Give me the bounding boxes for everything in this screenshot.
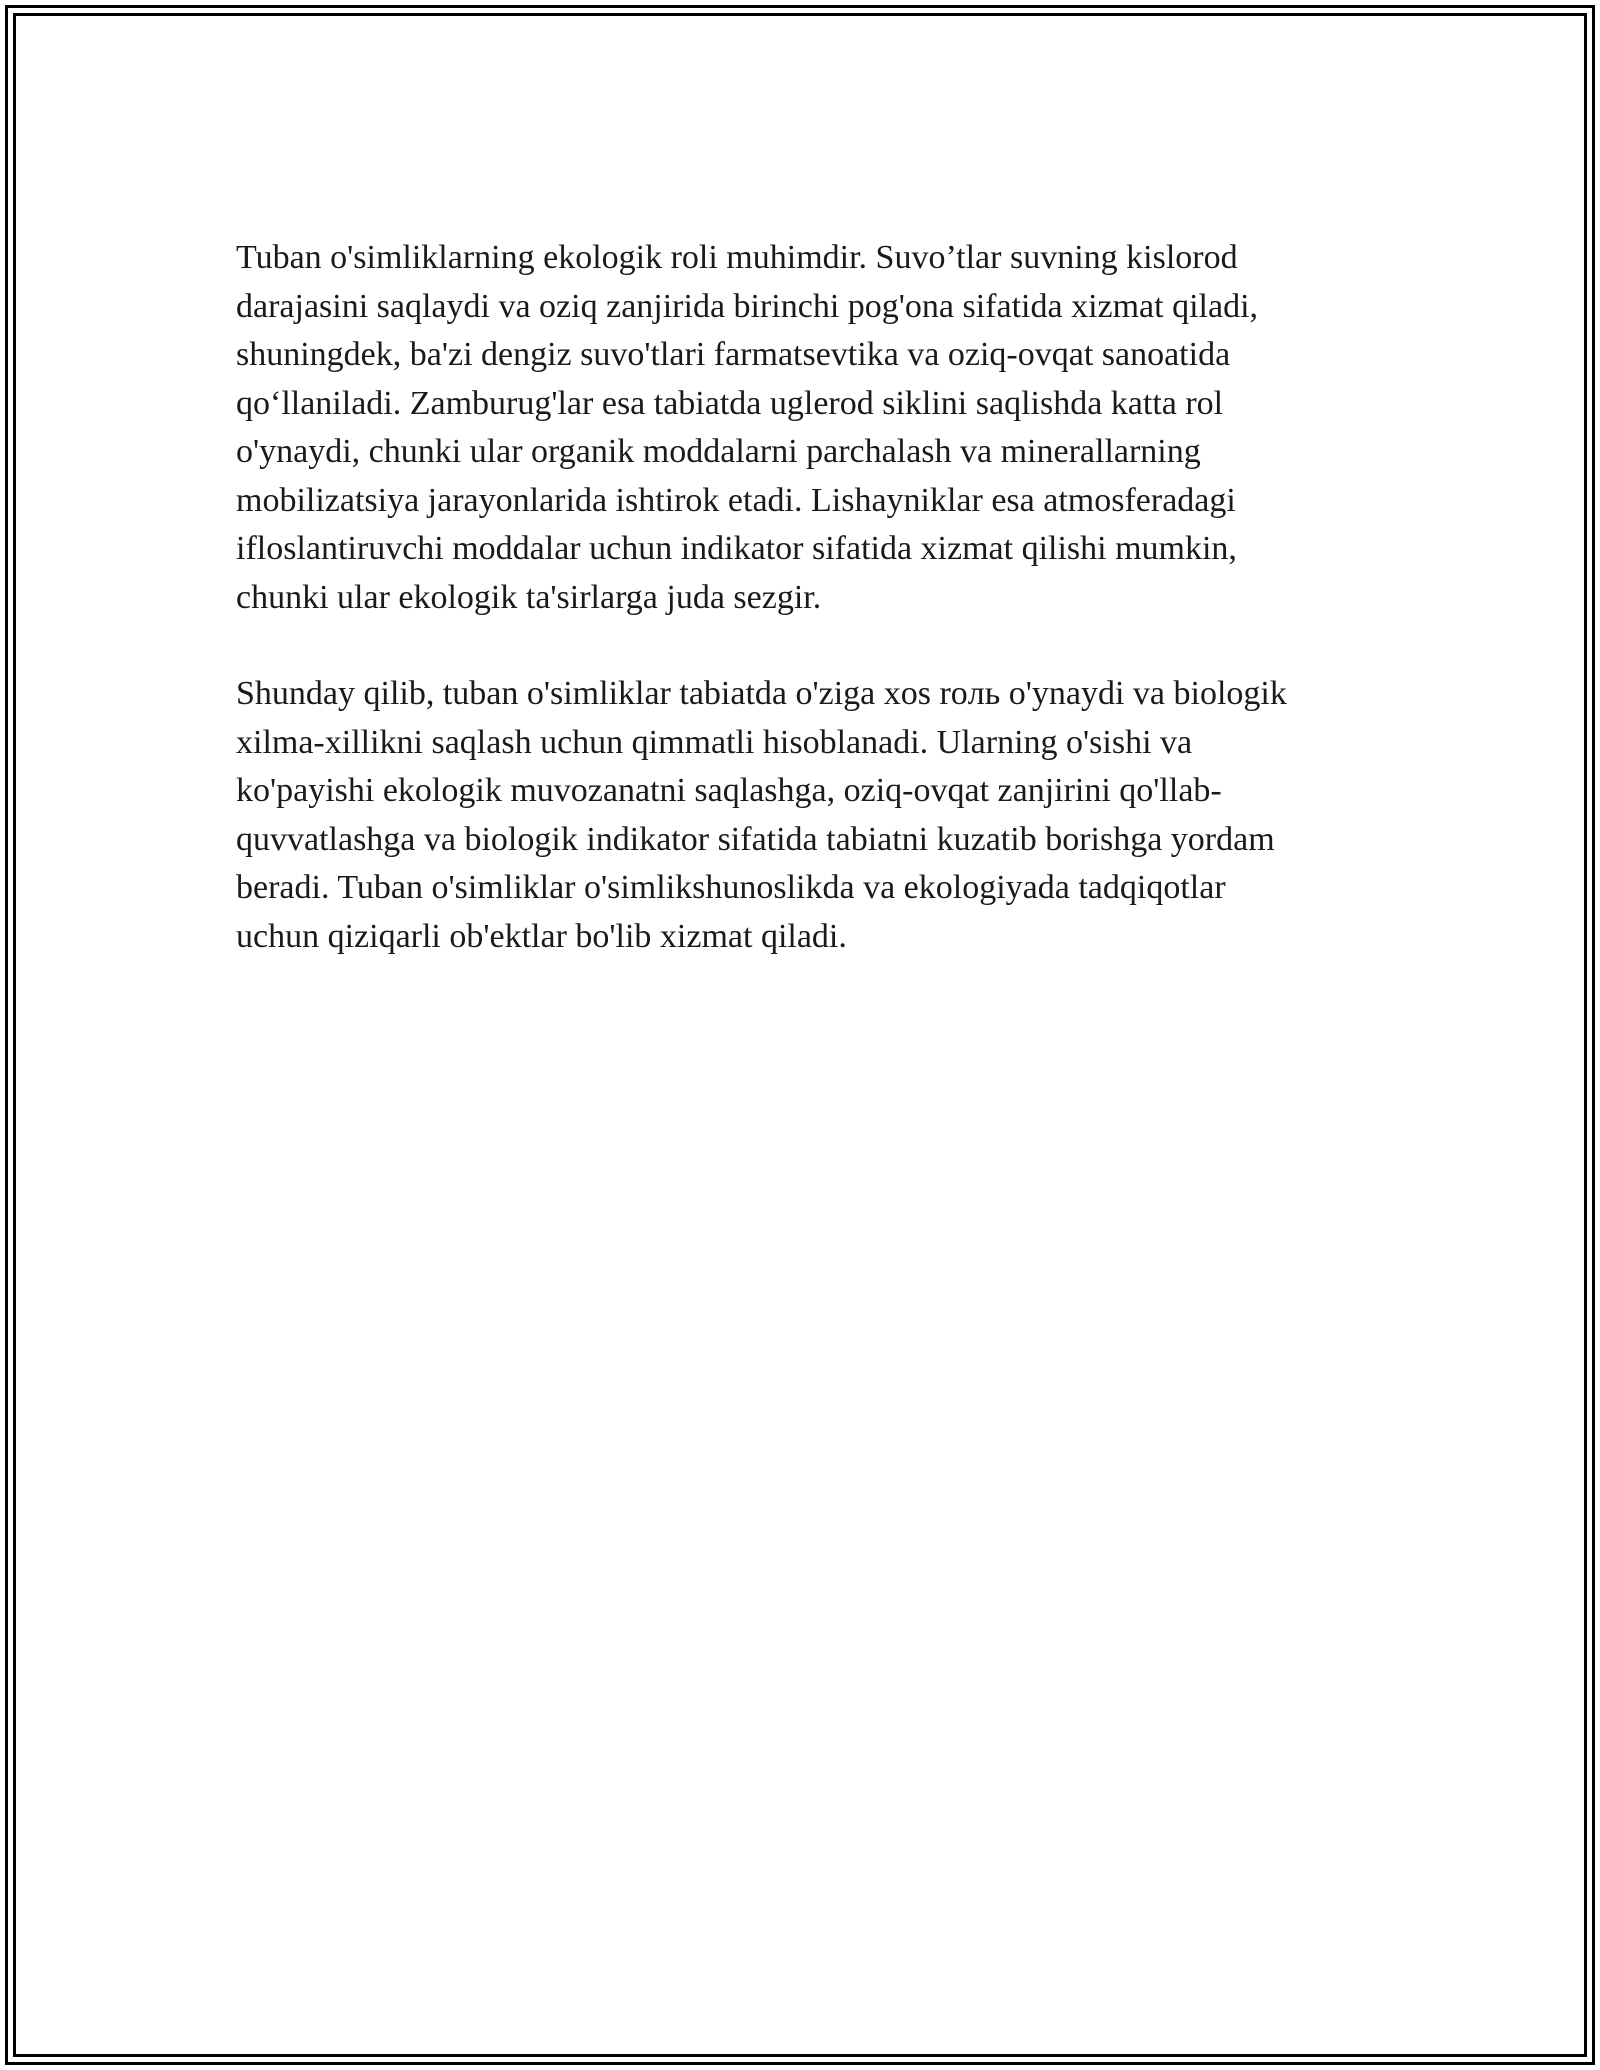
paragraph-ecological-role: Tuban o'simliklarning ekologik roli muhimdir. Suvo’tlar suvning kislorod darajasini saqlaydi va oziq zanjirida birinchi pog'ona sifatida xizmat qiladi, shuningdek, ba'zi dengiz suvo'tlari farmatsevtika va oziq-ovqat sanoatida qo‘llaniladi. Zamburug'lar esa tabiatda uglerod siklini saqlishda katta rol o'ynaydi, chunki ular organik moddalarni parchalash va minerallarning mobilizatsiya jarayonlarida ishtirok etadi. Lishayniklar esa atmosferadagi ifloslantiruvchi moddalar uchun indikator sifatida xizmat qilishi mumkin, chunki ular ekologik ta'sirlarga juda sezgir. — [236, 239, 1259, 616]
paragraph-conclusion: Shunday qilib, tuban o'simliklar tabiatda o'ziga xos roль o'ynaydi va biologik xilma-xillikni saqlash uchun qimmatli hisoblanadi. Ularning o'sishi va ko'payishi ekologik muvozanatni saqlashga, oziq-ovqat zanjirini qo'llab- quvvatlashga va biologik indikator sifatida tabiatni kuzatib borishga yordam beradi. Tuban o'simliklar o'simlikshunoslikda va ekologiyada tadqiqotlar uchun qiziqarli ob'ektlar bo'lib xizmat qiladi. — [236, 675, 1287, 955]
document-body — [236, 234, 1366, 1009]
